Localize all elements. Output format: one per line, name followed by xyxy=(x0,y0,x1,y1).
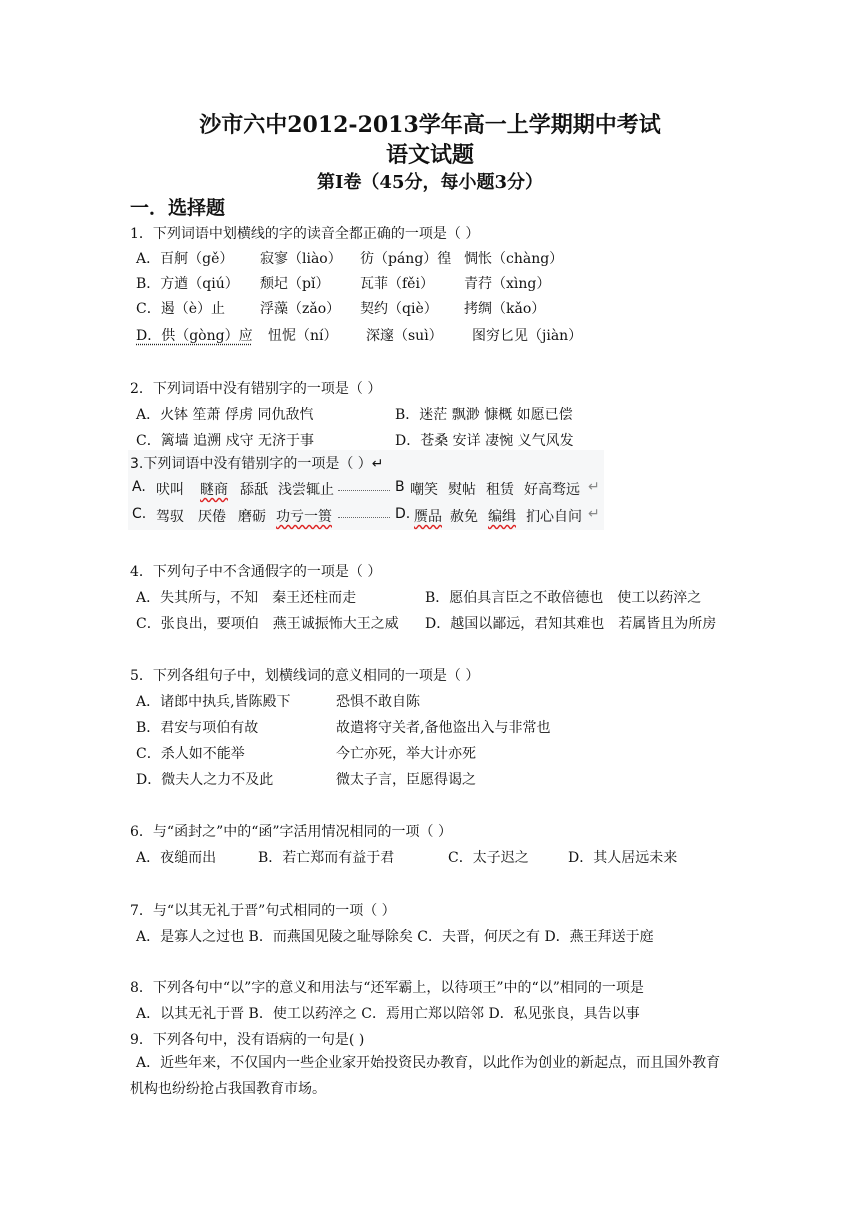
q1-b-2: 颓圮（pǐ） xyxy=(260,276,330,292)
q6-option-b: B．若亡郑而有益于君 xyxy=(258,850,395,866)
q2-option-c: C．篱墙 追溯 戍守 无济于事 xyxy=(136,433,315,449)
q1-c-4: 拷绸（kǎo） xyxy=(464,301,546,317)
q4-option-b: B．愿伯具言臣之不敢倍德也 使工以药淬之 xyxy=(425,590,702,606)
q2-option-a: A．火钵 笙萧 俘虏 同仇敌忾 xyxy=(136,407,314,423)
q3-b-label: B xyxy=(395,479,405,495)
section-heading: 一．选择题 xyxy=(130,197,226,219)
q2-option-b: B．迷茫 飘渺 慷概 如愿已偿 xyxy=(395,407,573,423)
q8-options: A．以其无礼于晋 B．使工以药淬之 C．焉用亡郑以陪邻 D．私见张良，具告以事 xyxy=(136,1006,640,1022)
q3-a-leader xyxy=(338,490,390,491)
q5-a-left: A．诸郎中执兵,皆陈殿下 xyxy=(136,694,291,710)
q1-d-2: 忸怩（ní） xyxy=(268,328,338,344)
q1-b-4: 青荇（xìng） xyxy=(464,276,551,292)
q5-b-right: 故遣将守关者,备他盗出入与非常也 xyxy=(336,720,551,736)
q3-d-mark: ↵ xyxy=(588,506,600,522)
q3-c-w3: 磨砺 xyxy=(238,509,266,525)
question-7-stem: 7．与“以其无礼于晋”句式相同的一项（ ） xyxy=(130,903,396,919)
volume-heading: 第Ⅰ卷（45分，每小题3分） xyxy=(317,172,543,193)
q6-option-d: D．其人居远未来 xyxy=(568,850,678,866)
q3-b-mark: ↵ xyxy=(588,479,600,495)
q3-b-w4: 好高骛远 xyxy=(524,482,580,498)
q3-a-w1: 吠叫 xyxy=(156,482,184,498)
q5-c-right: 今亡亦死，举大计亦死 xyxy=(336,746,476,762)
q6-option-a: A．夜缒而出 xyxy=(136,850,217,866)
q5-d-left: D．微夫人之力不及此 xyxy=(136,772,274,788)
q1-d-1: D．供（gòng）应 xyxy=(136,328,253,344)
q1-a-1: A．百舸（gě） xyxy=(136,251,234,267)
q9-option-a: A．近些年来，不仅国内一些企业家开始投资民办教育，以此作为创业的新起点，而且国外教育机构也纷纷抢占我国教育市场。 xyxy=(130,1055,721,1097)
exam-subject: 语文试题 xyxy=(385,142,474,168)
q3-a-w3: 舔舐 xyxy=(240,482,268,498)
q4-option-c: C．张良出，要项伯 燕王诚振怖大王之威 xyxy=(136,616,399,632)
question-4-stem: 4．下列句子中不含通假字的一项是（ ） xyxy=(130,564,382,580)
question-2-stem: 2．下列词语中没有错别字的一项是（ ） xyxy=(130,381,382,397)
question-9-stem: 9．下列各句中，没有语病的一句是( ) xyxy=(130,1032,365,1048)
q3-b-w3: 租赁 xyxy=(486,482,514,498)
q3-c-w1: 驾驭 xyxy=(156,509,184,525)
q3-b-w2: 熨帖 xyxy=(448,482,476,498)
exam-title: 沙市六中2012-2013学年高一上学期期中考试 xyxy=(199,112,661,138)
q1-c-3: 契约（qiè） xyxy=(360,301,438,317)
q3-a-w2: 瞇商 xyxy=(200,482,228,498)
q1-a-2: 寂寥（liào） xyxy=(260,251,342,267)
question-1-stem: 1．下列词语中划横线的字的读音全都正确的一项是（ ） xyxy=(130,226,480,242)
q1-c-1: C．遏（è）止 xyxy=(136,301,225,317)
q3-c-w2: 厌倦 xyxy=(198,509,226,525)
question-8-stem: 8．下列各句中“以”字的意义和用法与“还军霸上，以待项王”中的“以”相同的一项是 xyxy=(130,980,644,996)
question-5-stem: 5．下列各组句子中，划横线词的意义相同的一项是（ ） xyxy=(130,668,480,684)
q3-c-label: C. xyxy=(132,506,147,522)
q6-option-c: C．太子迟之 xyxy=(448,850,529,866)
q7-options: A．是寡人之过也 B．而燕国见陵之耻辱除矣 C．夫晋，何厌之有 D．燕王拜送于庭 xyxy=(136,929,654,945)
q5-d-right: 微太子言，臣愿得谒之 xyxy=(336,772,476,788)
q3-c-leader xyxy=(338,517,390,518)
question-6-stem: 6．与“函封之”中的“函”字活用情况相同的一项（ ） xyxy=(130,824,452,840)
q5-c-left: C．杀人如不能举 xyxy=(136,746,245,762)
q3-b-w1: 嘲笑 xyxy=(410,482,438,498)
q3-c-w4: 功亏一篑 xyxy=(276,509,332,525)
q3-d-label: D. xyxy=(395,506,411,522)
q1-b-3: 瓦菲（fěi） xyxy=(360,276,434,292)
q4-option-d: D．越国以鄙远，君知其难也 若属皆且为所房 xyxy=(425,616,717,632)
q1-d-3: 深邃（suì） xyxy=(366,328,443,344)
q3-d-w4: 扪心自问 xyxy=(526,509,582,525)
question-3-stem: 3.下列词语中没有错别字的一项是（ ）↵ xyxy=(130,456,384,472)
q3-d-w1: 赝品 xyxy=(414,509,442,525)
q1-a-3: 彷（páng）徨 xyxy=(360,251,452,267)
q3-d-w2: 赦免 xyxy=(450,509,478,525)
q3-a-w4: 浅尝辄止 xyxy=(278,482,334,498)
q2-option-d: D．苍桑 安详 凄惋 义气风发 xyxy=(395,433,574,449)
q5-b-left: B．君安与项伯有故 xyxy=(136,720,259,736)
q1-d-4: 图穷匕见（jiàn） xyxy=(472,328,583,344)
q1-b-1: B．方遒（qiú） xyxy=(136,276,239,292)
q5-a-right: 恐惧不敢自陈 xyxy=(336,694,420,710)
q3-a-label: A. xyxy=(132,479,146,495)
q1-c-2: 浮藻（zǎo） xyxy=(260,301,341,317)
q4-option-a: A．失其所与，不知 秦王还柱而走 xyxy=(136,590,357,606)
q3-d-w3: 编缉 xyxy=(488,509,516,525)
q1-a-4: 惆怅（chàng） xyxy=(464,251,564,267)
